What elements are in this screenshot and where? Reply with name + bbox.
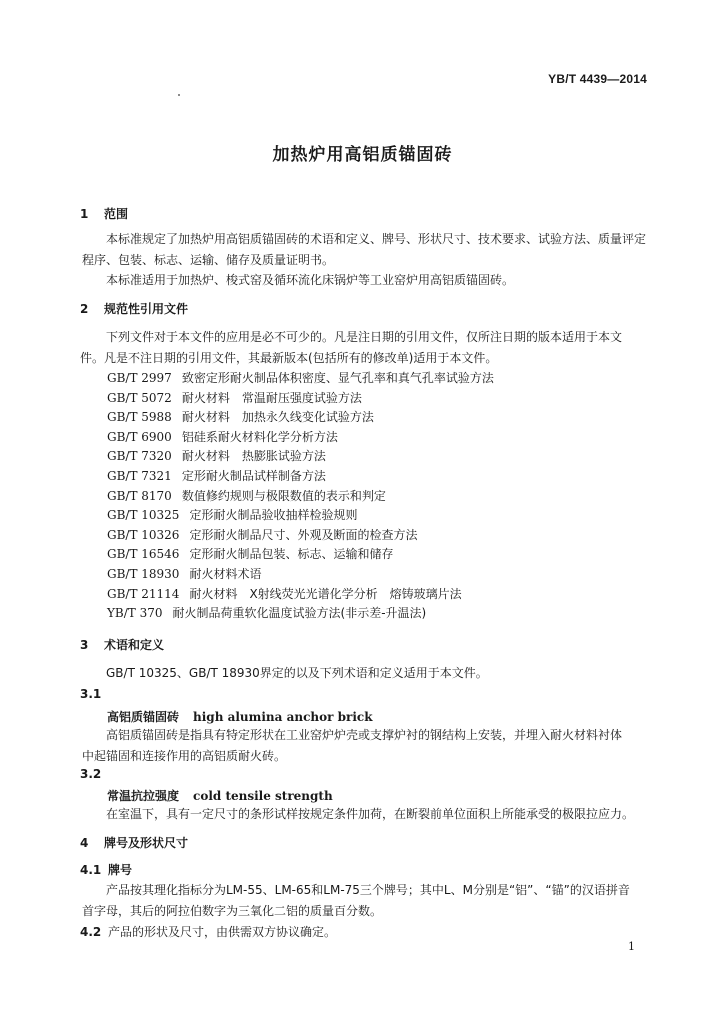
section-1-paragraph-2 <box>82 270 650 291</box>
paragraph-line: 程序、包装、标志、运输、储存及质量证明书。 <box>82 253 335 267</box>
term-number: 3.1 <box>80 687 102 701</box>
document-title: 加热炉用高铝质锚固砖 <box>272 145 453 165</box>
section-number: 1 <box>80 207 89 221</box>
reference-item <box>107 526 494 546</box>
reference-item <box>107 585 494 605</box>
paragraph-line: 中起锚固和连接作用的高铝质耐火砖。 <box>82 749 287 763</box>
section-4-heading <box>80 834 188 851</box>
paragraph-line: 本标准规定了加热炉用高铝质锚固砖的术语和定义、牌号、形状尺寸、技术要求、试验方法、质量评定 <box>106 232 647 246</box>
reference-code: GB/T 2997 <box>107 371 172 385</box>
reference-title: 定形耐火制品尺寸、外观及断面的检查方法 <box>189 527 418 542</box>
reference-code: GB/T 5988 <box>107 410 172 425</box>
subsection-4-1-text <box>82 880 650 922</box>
term-entry <box>107 787 333 804</box>
paragraph-line: 产品的形状及尺寸，由供需双方协议确定。 <box>108 925 337 939</box>
paragraph-line: 首字母，其后的阿拉伯数字为三氧化二铝的质量百分数。 <box>82 904 383 918</box>
standard-code: YB/T 4439—2014 <box>548 72 647 86</box>
subsection-title: 牌号 <box>108 863 133 877</box>
reference-code: GB/T 7320 <box>107 449 172 464</box>
reference-title: 定形耐火制品包装、标志、运输和储存 <box>189 547 394 562</box>
section-3-heading <box>80 636 164 653</box>
term-chinese: 常温抗拉强度 <box>107 789 180 803</box>
term-definition <box>82 804 650 825</box>
page-number: 1 <box>628 940 635 953</box>
section-1-paragraph-1 <box>82 229 650 271</box>
term-chinese: 高铝质锚固砖 <box>107 710 180 724</box>
paragraph-line: 产品按其理化指标分为LM-55、LM-65和LM-75三个牌号；其中L、M分别是“铝”、“锚”的汉语拼音 <box>106 883 630 897</box>
term-entry <box>107 708 373 725</box>
term-number: 3.2 <box>80 767 102 781</box>
scan-speck <box>178 94 180 96</box>
section-3-intro <box>82 663 650 684</box>
paragraph-line: 下列文件对于本文件的应用是必不可少的。凡是注日期的引用文件，仅所注日期的版本适用于本文 <box>106 330 623 344</box>
reference-title: 定形耐火制品验收抽样检验规则 <box>189 508 358 523</box>
reference-code: GB/T 7321 <box>107 468 172 483</box>
term-english: cold tensile strength <box>193 789 333 803</box>
paragraph-line: 件。凡是不注日期的引用文件，其最新版本(包括所有的修改单)适用于本文件。 <box>80 351 498 365</box>
reference-title: 定形耐火制品试样制备方法 <box>181 468 326 483</box>
reference-title: 耐火材料 常温耐压强度试验方法 <box>181 390 362 405</box>
reference-item <box>107 545 494 565</box>
section-number: 4 <box>80 836 89 850</box>
reference-title: 铝硅系耐火材料化学分析方法 <box>181 429 338 444</box>
reference-item <box>107 369 494 389</box>
reference-code: YB/T 370 <box>107 606 163 621</box>
reference-code: GB/T 16546 <box>107 547 180 562</box>
reference-code: GB/T 6900 <box>107 429 172 444</box>
term-english: high alumina anchor brick <box>193 710 373 724</box>
reference-title: 致密定形耐火制品体积密度、显气孔率和真气孔率试验方法 <box>181 371 494 385</box>
section-title: 牌号及形状尺寸 <box>104 836 189 850</box>
subsection-number: 4.2 <box>80 925 102 939</box>
reference-item <box>107 428 494 448</box>
subsection-number: 4.1 <box>80 863 102 877</box>
reference-item <box>107 565 494 585</box>
section-number: 3 <box>80 638 89 652</box>
subsection-4-2 <box>80 923 336 940</box>
paragraph-line: GB/T 10325、GB/T 18930界定的以及下列术语和定义适用于本文件。 <box>106 666 488 680</box>
reference-title: 耐火材料 加热永久线变化试验方法 <box>181 410 374 425</box>
section-2-intro <box>82 327 650 369</box>
section-title: 规范性引用文件 <box>104 302 189 316</box>
reference-item <box>107 604 494 624</box>
paragraph-line: 在室温下，具有一定尺寸的条形试样按规定条件加荷，在断裂前单位面积上所能承受的极限拉应力。 <box>106 807 635 821</box>
reference-code: GB/T 10326 <box>107 527 180 542</box>
reference-title: 耐火制品荷重软化温度试验方法(非示差-升温法) <box>172 606 427 621</box>
section-title: 术语和定义 <box>104 638 165 652</box>
reference-title: 耐火材料 X射线荧光光谱化学分析 熔铸玻璃片法 <box>189 586 462 601</box>
reference-item <box>107 487 494 507</box>
reference-title: 耐火材料术语 <box>189 566 262 581</box>
reference-item <box>107 389 494 409</box>
term-definition <box>82 725 650 767</box>
normative-references-list <box>107 369 494 624</box>
reference-code: GB/T 18930 <box>107 566 180 581</box>
section-2-heading <box>80 300 188 317</box>
reference-title: 数值修约规则与极限数值的表示和判定 <box>181 488 386 503</box>
reference-code: GB/T 21114 <box>107 586 180 601</box>
section-title: 范围 <box>104 207 129 221</box>
reference-code: GB/T 5072 <box>107 390 172 405</box>
subsection-4-1-heading <box>80 861 132 878</box>
reference-item <box>107 467 494 487</box>
section-number: 2 <box>80 302 89 316</box>
reference-title: 耐火材料 热膨胀试验方法 <box>181 449 326 464</box>
reference-code: GB/T 8170 <box>107 488 172 503</box>
section-1-heading <box>80 205 128 222</box>
reference-item <box>107 408 494 428</box>
reference-item <box>107 447 494 467</box>
paragraph-line: 本标准适用于加热炉、梭式窑及循环流化床锅炉等工业窑炉用高铝质锚固砖。 <box>106 273 515 287</box>
reference-code: GB/T 10325 <box>107 508 180 523</box>
paragraph-line: 高铝质锚固砖是指具有特定形状在工业窑炉炉壳或支撑炉衬的钢结构上安装，并埋入耐火材料衬体 <box>106 728 623 742</box>
reference-item <box>107 506 494 526</box>
